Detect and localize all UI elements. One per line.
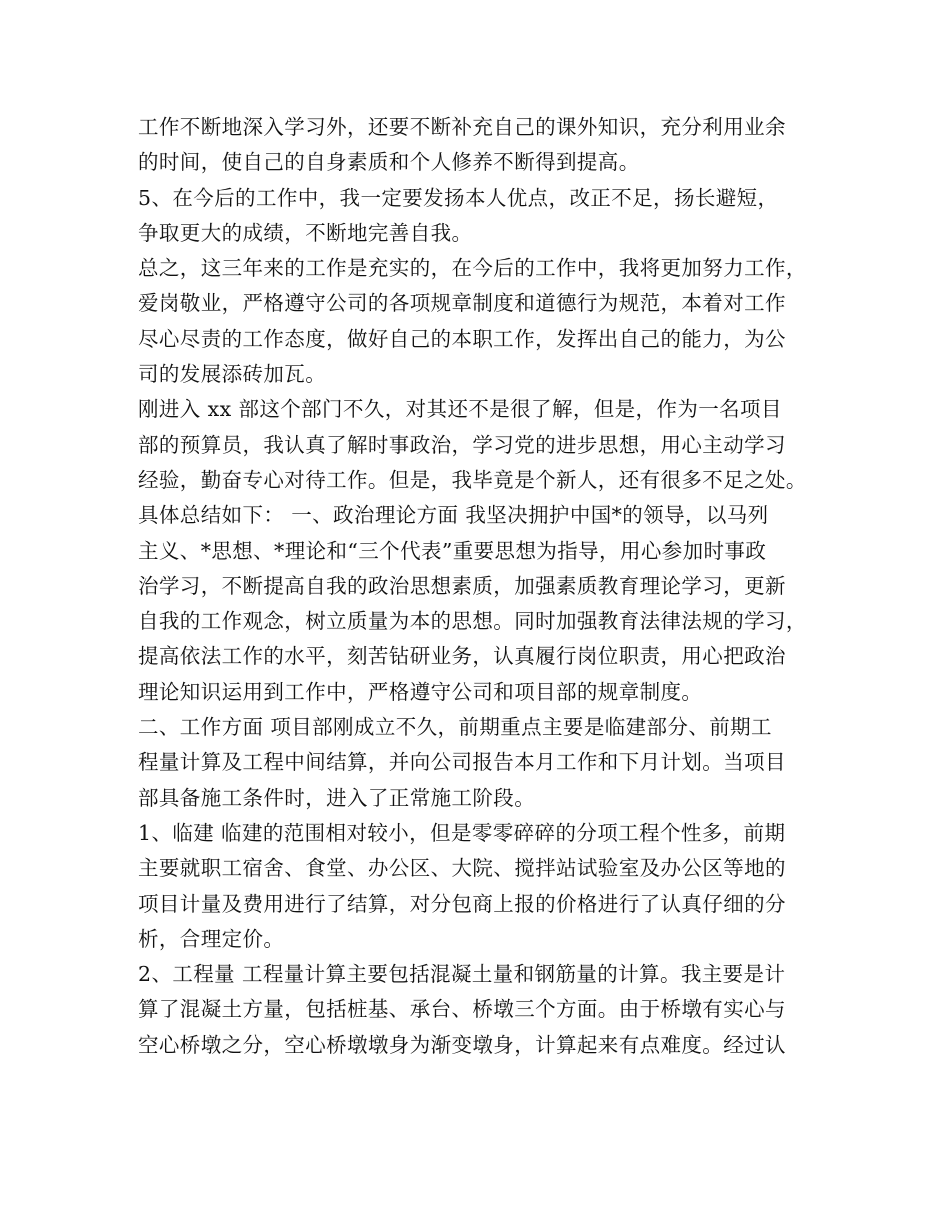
text-line: 二、工作方面 项目部刚成立不久，前期重点主要是临建部分、前期工: [138, 715, 772, 740]
text-line: 算了混凝土方量，包括桩基、承台、桥墩三个方面。由于桥墩有实心与: [138, 997, 786, 1022]
text-line: 项目计量及费用进行了结算，对分包商上报的价格进行了认真仔细的分: [138, 891, 786, 916]
text-line: 爱岗敬业，严格遵守公司的各项规章制度和道德行为规范，本着对工作: [138, 291, 786, 316]
text-line: 的时间，使自己的自身素质和个人修养不断得到提高。: [138, 150, 640, 175]
text-line: 主义、*思想、*理论和“三个代表”重要思想为指导，用心参加时事政: [138, 538, 767, 563]
text-line: 部的预算员，我认真了解时事政治，学习党的进步思想，用心主动学习: [138, 432, 786, 457]
text-line: 自我的工作观念，树立质量为本的思想。同时加强教育法律法规的学习，: [138, 609, 807, 634]
text-line: 主要就职工宿舍、食堂、办公区、大院、搅拌站试验室及办公区等地的: [138, 856, 786, 881]
text-line: 程量计算及工程中间结算，并向公司报告本月工作和下月计划。当项目: [138, 750, 786, 775]
text-line: 具体总结如下： 一、政治理论方面 我坚决拥护中国*的领导，以马列: [138, 503, 769, 528]
text-line: 总之，这三年来的工作是充实的，在今后的工作中，我将更加努力工作，: [138, 256, 807, 281]
text-line: 提高依法工作的水平，刻苦钻研业务，认真履行岗位职责，用心把政治: [138, 644, 786, 669]
text-line: 空心桥墩之分，空心桥墩墩身为渐变墩身，计算起来有点难度。经过认: [138, 1032, 786, 1057]
text-line: 尽心尽责的工作态度，做好自己的本职工作，发挥出自己的能力，为公: [138, 326, 786, 351]
text-line: 治学习，不断提高自我的政治思想素质，加强素质教育理论学习，更新: [138, 573, 786, 598]
text-line: 析，合理定价。: [138, 926, 285, 951]
document-body: [138, 110, 828, 1063]
text-line: 司的发展添砖加瓦。: [138, 362, 327, 387]
text-line: 2、工程量 工程量计算主要包括混凝土量和钢筋量的计算。我主要是计: [138, 962, 786, 987]
text-line: 部具备施工条件时，进入了正常施工阶段。: [138, 785, 536, 810]
text-line: 1、临建 临建的范围相对较小，但是零零碎碎的分项工程个性多，前期: [138, 820, 786, 845]
text-line: 争取更大的成绩，不断地完善自我。: [138, 220, 473, 245]
text-line: 理论知识运用到工作中，严格遵守公司和项目部的规章制度。: [138, 679, 703, 704]
text-line: 5、在今后的工作中，我一定要发扬本人优点，改正不足，扬长避短，: [138, 185, 779, 210]
text-line: 经验，勤奋专心对待工作。但是，我毕竟是个新人，还有很多不足之处。: [138, 467, 807, 492]
text-line: 工作不断地深入学习外，还要不断补充自己的课外知识，充分利用业余: [138, 115, 786, 139]
text-line: 刚进入 xx 部这个部门不久，对其还不是很了解，但是，作为一名项目: [138, 397, 782, 422]
